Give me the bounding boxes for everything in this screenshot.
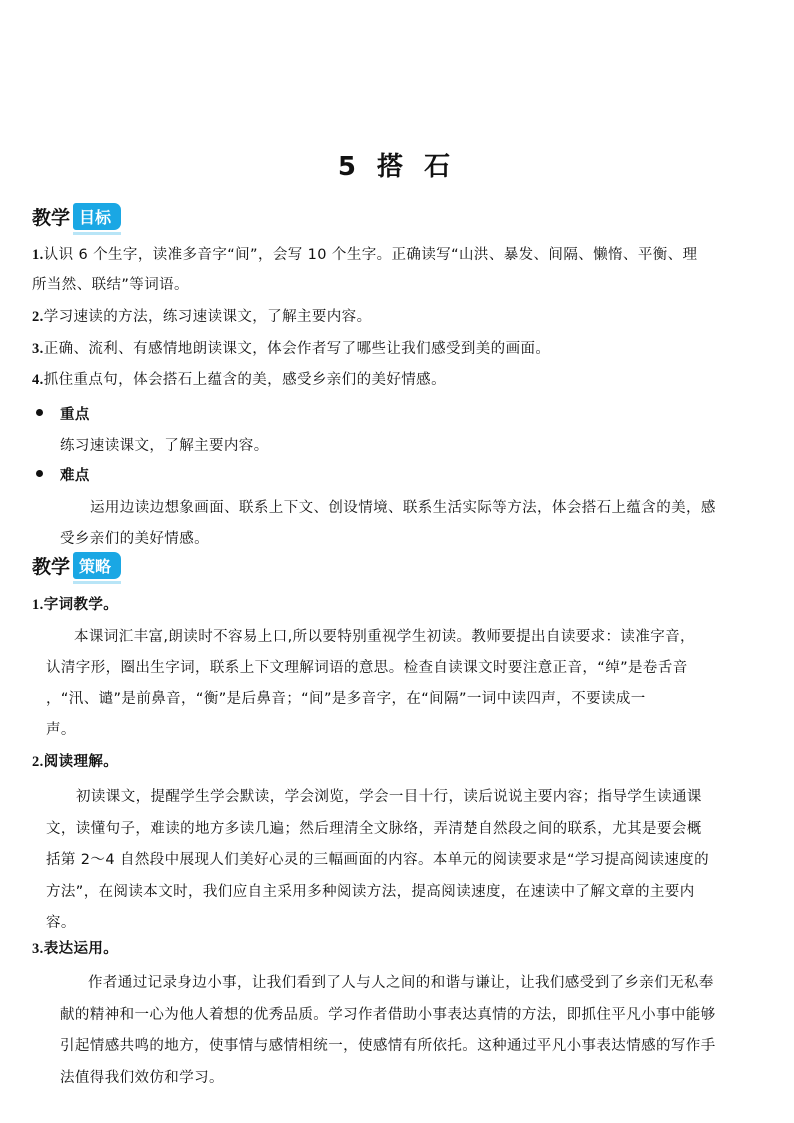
difficulty-line-2: 受乡亲们的美好情感。 [60, 531, 209, 547]
difficulty-line-1: 运用边读边想象画面、联系上下文、创设情境、联系生活实际等方法，体会搭石上蕴含的美，感 [90, 500, 716, 516]
teaching-strategy-heading-tag: 策略 [73, 552, 121, 579]
strategy-3-heading: 3.表达运用。 [32, 941, 119, 957]
goal-1-num: 1. [32, 247, 44, 263]
key-point-bullet [36, 409, 43, 416]
strategy-3-line-4: 法值得我们效仿和学习。 [60, 1070, 224, 1086]
teaching-goals-heading [32, 202, 121, 230]
teaching-goals-heading-tag: 目标 [73, 203, 121, 230]
goal-1-line-2: 所当然、联结”等词语。 [32, 277, 189, 293]
strategy-2-heading: 2.阅读理解。 [32, 754, 119, 770]
teaching-strategy-heading-black: 教学 [32, 555, 71, 578]
difficulty-bullet [36, 470, 43, 477]
key-point-text: 练习速读课文，了解主要内容。 [60, 438, 269, 454]
page-title: 5 搭 石 [337, 152, 457, 182]
teaching-goals-heading-black: 教学 [32, 206, 71, 229]
strategy-2-line-4: 方法”，在阅读本文时，我们应自主采用多种阅读方法，提高阅读速度，在速读中了解文章的主要内 [46, 884, 695, 900]
strategy-1-line-3: ，“汛、谴”是前鼻音，“衡”是后鼻音；“间”是多音字，在“间隔”一词中读四声，不要读成一 [46, 691, 646, 707]
strategy-1-heading: 1.字词教学。 [32, 597, 119, 613]
key-point-label: 重点 [60, 407, 90, 423]
goal-4: 4.抓住重点句，体会搭石上蕴含的美，感受乡亲们的美好情感。 [32, 372, 446, 388]
strategy-2-line-3: 括第 2～4 自然段中展现人们美好心灵的三幅画面的内容。本单元的阅读要求是“学习提高阅读速度的 [46, 852, 709, 868]
strategy-2-line-2: 文，读懂句子，难读的地方多读几遍；然后理清全文脉络，弄清楚自然段之间的联系，尤其是要会概 [46, 821, 702, 837]
goal-2: 2.学习速读的方法，练习速读课文，了解主要内容。 [32, 309, 372, 325]
difficulty-label: 难点 [60, 468, 90, 484]
goal-3: 3.正确、流利、有感情地朗读课文，体会作者写了哪些让我们感受到美的画面。 [32, 341, 551, 357]
strategy-2-line-5: 容。 [46, 915, 76, 931]
strategy-1-line-4: 声。 [46, 722, 76, 738]
strategy-3-line-3: 引起情感共鸣的地方，使事情与感情相统一，使感情有所依托。这种通过平凡小事表达情感的写作手 [60, 1038, 716, 1054]
strategy-3-line-2: 献的精神和一心为他人着想的优秀品质。学习作者借助小事表达真情的方法，即抓住平凡小事中能够 [60, 1007, 716, 1023]
strategy-3-line-1: 作者通过记录身边小事，让我们看到了人与人之间的和谐与谦让，让我们感受到了乡亲们无私奉 [88, 975, 714, 991]
strategy-1-line-1: 本课词汇丰富,朗读时不容易上口,所以要特别重视学生初读。教师要提出自读要求：读准字音， [74, 629, 695, 645]
strategy-1-line-2: 认清字形，圈出生字词，联系上下文理解词语的意思。检查自读课文时要注意正音，“绰”是卷舌音 [46, 660, 688, 676]
strategy-2-line-1: 初读课文，提醒学生学会默读，学会浏览，学会一目十行，读后说说主要内容；指导学生读通课 [76, 789, 702, 805]
teaching-strategy-heading [32, 551, 121, 579]
goal-1-line-1: 1.认识 6 个生字，读准多音字“间”，会写 10 个生字。正确读写“山洪、暴发、间隔、懒惰、平衡、理 [32, 247, 698, 263]
